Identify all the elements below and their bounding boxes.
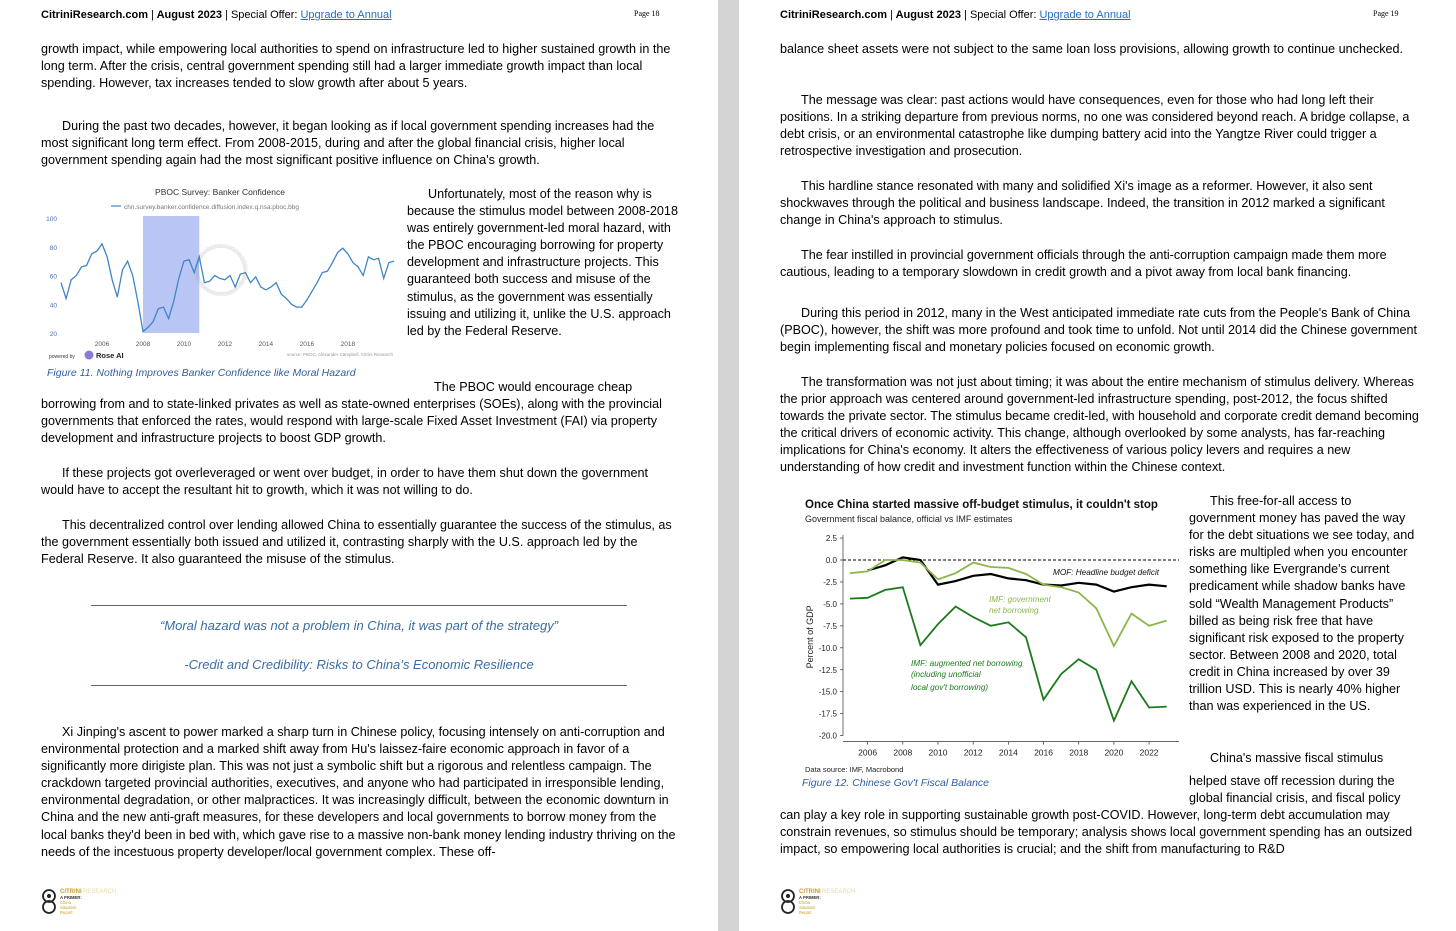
page-header	[780, 9, 1131, 21]
brand-label: Rose AI	[96, 351, 124, 360]
paragraph-start	[1189, 750, 1419, 770]
chart-subtitle: Government fiscal balance, official vs IMF estimates	[805, 514, 1013, 524]
y-tick-label: 60	[49, 273, 57, 281]
paragraph: The transformation was not just about timing; it was about the entire mechanism of stimulus delivery. Whereas the prior approach was centered around government-led infrastructure spending, post-2012, the focus shifted towards the private sector. The stimulus became credit-led, with household and corporate credit demand becoming the critical drivers of economic activity. This change, although overlooked by some analysts, has far-reaching implications for China's economy. It alters the effectiveness of various policy levers and requires a new understanding of how credit and investment function within the Chinese context.	[780, 375, 1419, 475]
y-tick-label: -17.5	[818, 709, 837, 719]
banker-confidence-svg	[39, 184, 401, 364]
paragraph: During this period in 2012, many in the West anticipated immediate rate cuts from the People's Bank of China (PBOC), however, the shift was more profound and took time to unfold. Not until 2014 did the Chinese government begin implementing fiscal and monetary policies focused on economic growth.	[780, 306, 1418, 355]
paragraph: If these projects got overleveraged or went over budget, in order to have them shut down the government would have to accept the resultant hit to growth, which it was not willing to do.	[41, 466, 648, 498]
logo-tag: Report	[799, 910, 812, 915]
quote-divider	[91, 605, 627, 606]
paragraph: This hardline stance resonated with many and solidified Xi's image as a reformer. However, it also sent shockwaves through the political and business landscape. Indeed, the transition in 2012 marked a significant change in China's approach to stimulus.	[780, 179, 1385, 228]
logo-tag: Report	[60, 910, 73, 915]
x-tick-label: 2014	[258, 341, 274, 348]
y-tick-label: -10.0	[818, 643, 837, 653]
fiscal-balance-svg	[797, 494, 1185, 776]
x-tick-label: 2016	[1034, 747, 1054, 758]
x-tick-label: 2018	[1069, 747, 1089, 758]
x-tick-label: 2018	[340, 341, 356, 348]
y-axis-label: Percent of GDP	[805, 605, 815, 669]
page-19	[739, 0, 1456, 931]
y-tick-label: 2.5	[825, 534, 837, 544]
header-offer-label: Special Offer:	[969, 9, 1037, 21]
x-tick-label: 2010	[928, 747, 948, 758]
x-tick-label: 2006	[94, 341, 110, 348]
page-number: Page 19	[1373, 9, 1399, 18]
header-separator: |	[151, 9, 154, 21]
y-tick-label: 0.0	[825, 556, 837, 565]
logo-tag: Situation	[60, 905, 77, 910]
x-tick-label: 2008	[893, 747, 913, 758]
x-tick-label: 2008	[135, 341, 151, 348]
powered-by-label: powered by	[49, 354, 75, 360]
series-annotation: MOF: Headline budget deficit	[1053, 568, 1160, 577]
paragraph: This free-for-all access to government money has paved the way for the debt situations we see today, and risks are multipled when you encounter something like Evergrande's current predicament while shadow banks have sold “Wealth Management Products” billed as being risk free that have significant risk exposed to the property sector. Between 2008 and 2020, total credit in China increased by over 39 trillion USD. This is nearly 40% higher than was experienced in the US.	[1189, 494, 1415, 714]
logo-mark-icon	[780, 886, 860, 916]
figure-caption: Figure 11. Nothing Improves Banker Confidence like Moral Hazard	[47, 367, 356, 379]
paragraph-continuation: helped stave off recession during the global financial crisis, and fiscal policy can play a key role in supporting sustainable growth post-COVID. However, long-term debt accumulation may constrain revenues, so stimulus should be temporary; analysis shows local government spending has an outsized impact, so empowering local authorities is crucial; and the shift from manufacturing to R&D	[780, 774, 1413, 857]
paragraph: Xi Jinping's ascent to power marked a sharp turn in Chinese policy, focusing intensely on anti-corruption and environmental protection and a marked shift away from Hu's laissez-faire economic approach in favor of a significantly more dirigiste plan. This was not just a symbolic shift but a rigorous and relentless campaign. The crackdown targeted provincial authorities, executives, and anyone who had participated in irresponsible lending, environmental degradation, or other malpractices. It was increasingly difficult, between the economic downturn in China and the new anti-graft measures, for these developers and local governments to borrow money from the local banks they'd been in bed with, which gave rise to a massive non-bank money lending industry thriving on the needs of the incestuous property developer/local government complex. These off-	[41, 725, 676, 859]
header-offer-label: Special Offer:	[230, 9, 298, 21]
paragraph	[780, 773, 1420, 858]
y-tick-label: 80	[49, 244, 57, 252]
x-tick-label: 2022	[1139, 747, 1159, 758]
citrini-logo	[41, 886, 121, 916]
paragraph: balance sheet assets were not subject to the same loan loss provisions, allowing growth to continue unchecked.	[780, 42, 1404, 56]
logo-brand-suffix: RESEARCH	[83, 889, 117, 895]
quote-source: -Credit and Credibility: Risks to China’s Economic Resilience	[184, 657, 534, 672]
upgrade-link[interactable]: Upgrade to Annual	[1039, 9, 1131, 21]
chart-title: Once China started massive off-budget stimulus, it couldn't stop	[805, 499, 1158, 511]
y-tick-label: -5.0	[823, 599, 837, 609]
series-annotation: net borrowing	[989, 606, 1039, 615]
page-header	[41, 9, 392, 21]
x-tick-label: 2016	[299, 341, 315, 348]
header-site: CitriniResearch.com	[780, 9, 887, 21]
series-annotation: (including unofficial	[911, 670, 981, 679]
series-annotation: IMF: government	[989, 595, 1051, 604]
logo-tag: A PRIMER:	[60, 895, 82, 900]
rose-ai-logo-icon	[85, 351, 94, 360]
shaded-region	[143, 216, 199, 333]
y-tick-label: -15.0	[818, 687, 837, 697]
logo-tag: China	[799, 900, 810, 905]
page-number: Page 18	[634, 9, 660, 18]
float-spacer	[780, 773, 1189, 807]
chart-source: Data source: IMF, Macrobond	[805, 765, 904, 774]
header-separator: |	[890, 9, 893, 21]
paragraph-fragment: China's massive fiscal stimulus	[1210, 751, 1384, 765]
header-separator: |	[225, 9, 228, 21]
legend-label: chn.survey.banker.confidence.diffusion.index.q.nsa.pboc.bbg	[124, 204, 300, 211]
fiscal-balance-chart	[797, 494, 1185, 776]
paragraph: The message was clear: past actions would have consequences, even for those who had long left their positions. In a striking departure from previous norms, no one was considered beyond reach. A bridge collapse, a debt crisis, or an environmental catastrophe like dumping battery acid into the Yangtze River could trigger a retrospective investigation and prosecution.	[780, 93, 1410, 159]
pull-quote: “Moral hazard was not a problem in China, it was part of the strategy”	[159, 618, 559, 633]
x-tick-label: 2010	[176, 341, 192, 348]
y-tick-label: -20.0	[818, 731, 837, 741]
chart-source: source: PBOC, Alexander Campbell, Citrini Research	[286, 352, 393, 357]
logo-brand: CITRINI	[799, 889, 821, 895]
series-annotation: IMF: augmented net borrowing	[911, 659, 1023, 668]
upgrade-link[interactable]: Upgrade to Annual	[300, 9, 392, 21]
logo-brand: CITRINI	[60, 889, 82, 895]
y-tick-label: -7.5	[823, 621, 837, 631]
header-date: August 2023	[156, 9, 222, 21]
header-date: August 2023	[895, 9, 961, 21]
paragraph: During the past two decades, however, it began looking as if local government spending increases had the most significant long term effect. From 2008-2015, during and after the global financial crisis, higher local government spending again had the most significant positive influence on China's growth.	[41, 119, 655, 168]
y-tick-label: 40	[49, 302, 57, 310]
series-annotation: local gov't borrowing)	[911, 683, 989, 692]
x-tick-label: 2020	[1104, 747, 1124, 758]
quote-divider	[91, 685, 627, 686]
paragraph: growth impact, while empowering local authorities to spend on infrastructure led to higher sustained growth in the long term. After the crisis, central government spending still had a larger immediate growth impact than local spending. However, tax increases tended to slow growth after about 5 years.	[41, 42, 671, 91]
y-tick-label: 20	[49, 331, 57, 338]
x-tick-label: 2012	[217, 341, 233, 348]
y-tick-label: -12.5	[818, 665, 837, 675]
logo-mark-icon	[41, 886, 121, 916]
paragraph: The PBOC would encourage cheap borrowing from and to state-linked privates as well as state-owned enterprises (SOEs), along with the provincial governments that enforced the rates, would respond with large-scale Fixed Asset Investment (FAI) via property development and infrastructure projects to boost GDP growth.	[41, 380, 662, 446]
y-tick-label: -2.5	[823, 577, 837, 587]
paragraph: This decentralized control over lending allowed China to essentially guarantee the success of the stimulus, as the government essentially both issued and utilized it, contrasting sharply with the U.S. approach led by the Federal Reserve. It also guaranteed the misuse of the stimulus.	[41, 518, 672, 567]
chart-title: PBOC Survey: Banker Confidence	[155, 187, 285, 197]
header-separator: |	[964, 9, 967, 21]
citrini-logo	[780, 886, 860, 916]
figure-caption: Figure 12. Chinese Gov't Fiscal Balance	[802, 777, 990, 789]
header-site: CitriniResearch.com	[41, 9, 148, 21]
y-tick-label: 100	[46, 216, 57, 223]
logo-tag: A PRIMER:	[799, 895, 821, 900]
paragraph: The fear instilled in provincial government officials through the anti-corruption campaign made them more cautious, leading to a temporary slowdown in credit growth and a pivot away from local bank financing.	[780, 248, 1387, 280]
series-line	[61, 244, 394, 332]
banker-confidence-chart	[39, 184, 401, 364]
page-18	[0, 0, 718, 931]
x-tick-label: 2012	[963, 747, 983, 758]
logo-brand-suffix: RESEARCH	[822, 889, 856, 895]
logo-tag: Situation	[799, 905, 816, 910]
paragraph: Unfortunately, most of the reason why is because the stimulus model between 2008-2018 was entirely government-led moral hazard, with the PBOC encouraging borrowing for property development and infrastructure projects. This guaranteed both success and misuse of the stimulus, as the government was essentially issuing and utilizing it, unlike the U.S. approach led by the Federal Reserve.	[407, 187, 678, 338]
logo-tag: China	[60, 900, 71, 905]
x-tick-label: 2006	[858, 747, 878, 758]
x-tick-label: 2014	[998, 747, 1018, 758]
